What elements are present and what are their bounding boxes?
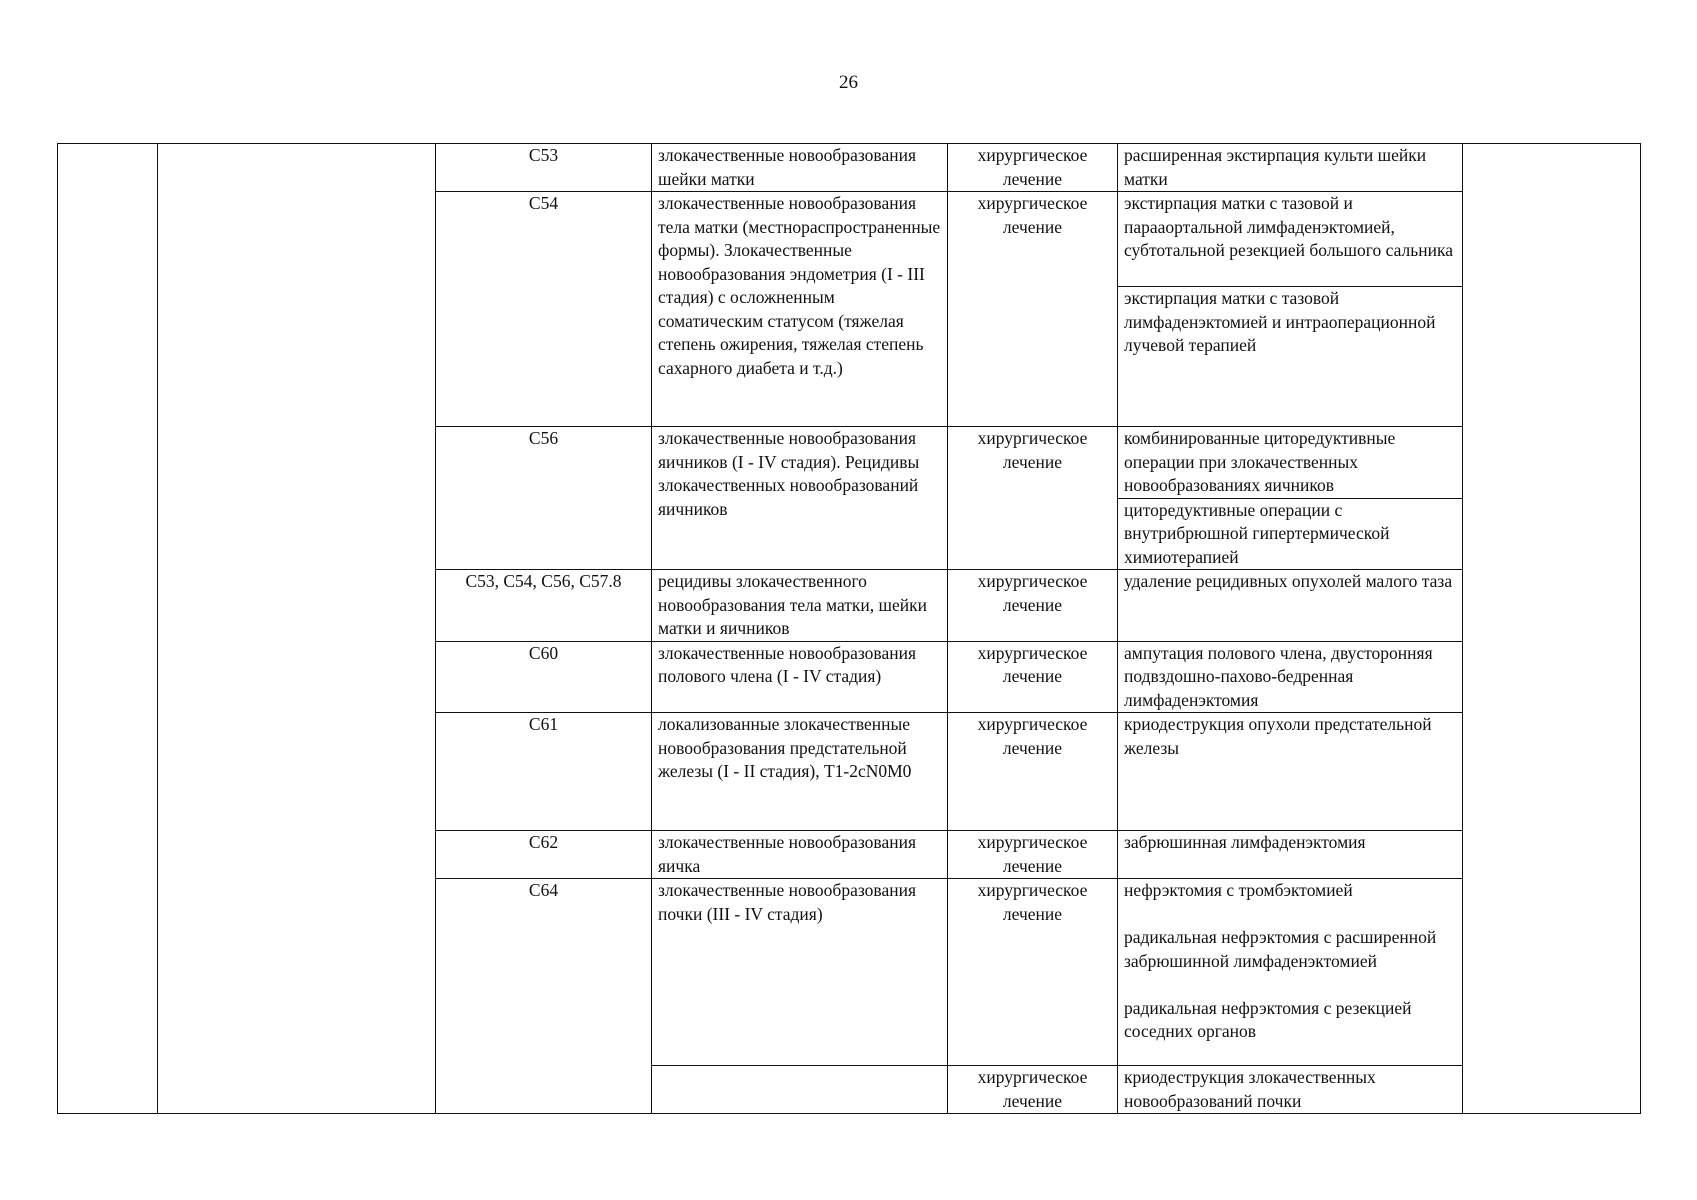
treatment-description: циторедуктивные операции с внутрибрюшной гипертермической химиотерапией	[1118, 498, 1463, 570]
diagnosis-text: локализованные злокачественные новообразования предстательной железы (I - II стадия), T1-2cN0M0	[652, 713, 948, 831]
diagnosis-code: C64	[436, 879, 652, 1114]
diagnosis-text	[652, 1066, 948, 1114]
treatment-description: радикальная нефрэктомия с резекцией соседних органов	[1124, 997, 1412, 1041]
treatment-description: ампутация полового члена, двусторонняя подвздошно-пахово-бедренная лимфаденэктомия	[1118, 641, 1463, 713]
treatment-description: радикальная нефрэктомия с расширенной забрюшинной лимфаденэктомией	[1124, 927, 1437, 971]
diagnosis-code: C53	[436, 144, 652, 192]
treatment-description: расширенная экстирпация культи шейки матки	[1118, 144, 1463, 192]
treatment-method: хирургическое лечение	[948, 1066, 1118, 1114]
diagnosis-code: C60	[436, 641, 652, 713]
treatment-description: удаление рецидивных опухолей малого таза	[1118, 570, 1463, 642]
diagnosis-text: злокачественные новообразования яичка	[652, 831, 948, 879]
diagnosis-text: злокачественные новообразования тела матки (местнораспространенные формы). Злокачественные новообразования эндометрия (I - III стадия) с осложненным соматическим статусом (тяжелая степень ожирения, тяжелая степень сахарного диабета и т.д.)	[652, 192, 948, 427]
treatment-method: хирургическое лечение	[948, 570, 1118, 642]
treatment-method: хирургическое лечение	[948, 144, 1118, 192]
diagnosis-code: C62	[436, 831, 652, 879]
treatment-method: хирургическое лечение	[948, 831, 1118, 879]
empty-column-1	[58, 144, 158, 1114]
diagnosis-code: C56	[436, 427, 652, 570]
diagnosis-text: злокачественные новообразования полового члена (I - IV стадия)	[652, 641, 948, 713]
table-row	[58, 144, 1641, 192]
treatment-description: экстирпация матки с тазовой лимфаденэктомией и интраоперационной лучевой терапией	[1118, 287, 1463, 427]
treatment-method: хирургическое лечение	[948, 641, 1118, 713]
treatment-description-group	[1118, 879, 1463, 1066]
diagnosis-text: рецидивы злокачественного новообразования тела матки, шейки матки и яичников	[652, 570, 948, 642]
treatment-method: хирургическое лечение	[948, 713, 1118, 831]
treatment-description: забрюшинная лимфаденэктомия	[1118, 831, 1463, 879]
empty-column-7	[1463, 144, 1641, 1114]
diagnosis-code: C54	[436, 192, 652, 427]
diagnosis-code: C61	[436, 713, 652, 831]
treatment-description: криодеструкция опухоли предстательной железы	[1118, 713, 1463, 831]
empty-column-2	[158, 144, 436, 1114]
treatment-table	[57, 143, 1641, 1114]
page-number: 26	[839, 72, 858, 93]
diagnosis-text: злокачественные новообразования яичников (I - IV стадия). Рецидивы злокачественных новообразований яичников	[652, 427, 948, 570]
treatment-method: хирургическое лечение	[948, 427, 1118, 570]
diagnosis-code: C53, C54, C56, C57.8	[436, 570, 652, 642]
treatment-method: хирургическое лечение	[948, 192, 1118, 427]
treatment-description: нефрэктомия с тромбэктомией	[1124, 880, 1353, 900]
diagnosis-text: злокачественные новообразования шейки матки	[652, 144, 948, 192]
diagnosis-text: злокачественные новообразования почки (III - IV стадия)	[652, 879, 948, 1066]
treatment-method: хирургическое лечение	[948, 879, 1118, 1066]
treatment-description: криодеструкция злокачественных новообразований почки	[1118, 1066, 1463, 1114]
treatment-description: экстирпация матки с тазовой и парааортальной лимфаденэктомией, субтотальной резекцией большого сальника	[1118, 192, 1463, 287]
treatment-description: комбинированные циторедуктивные операции при злокачественных новообразованиях яичников	[1118, 427, 1463, 499]
